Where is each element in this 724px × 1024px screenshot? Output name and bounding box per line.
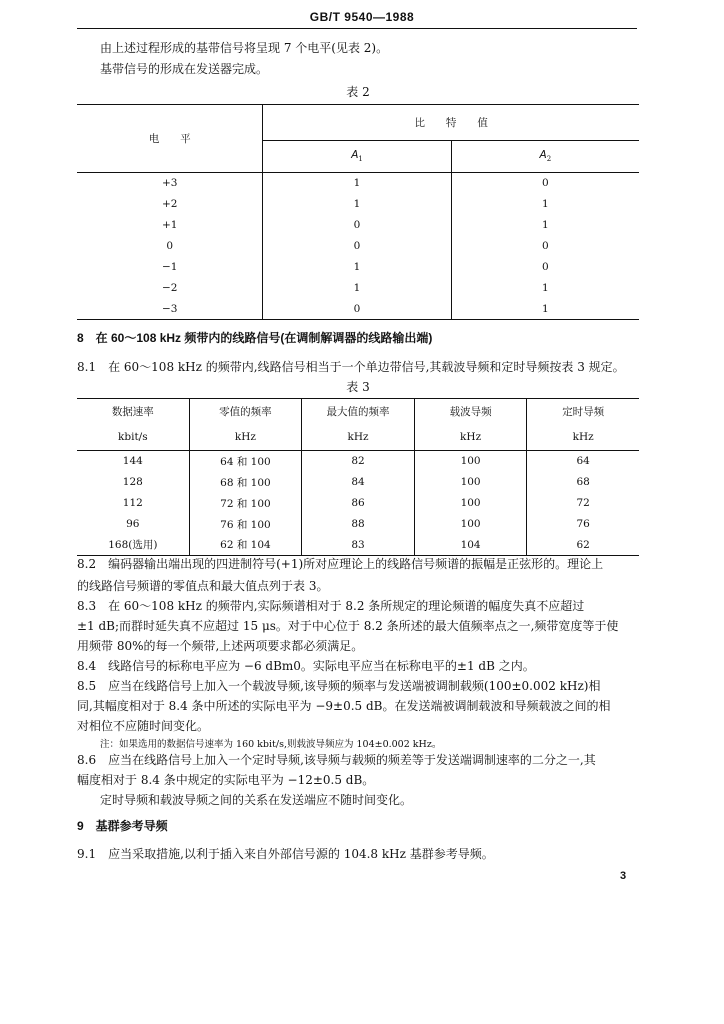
table-3 xyxy=(77,398,639,556)
table3-cell: 76 xyxy=(527,514,639,535)
para-8-2-line-1: 8.2 编码器输出端出现的四进制符号(+1)所对应理论上的线路信号频谱的振幅是正弦形的。理论上 xyxy=(77,557,604,571)
table2-caption: 表 2 xyxy=(346,85,370,99)
table3-row xyxy=(77,472,639,493)
table2-row xyxy=(77,215,639,236)
table3-caption: 表 3 xyxy=(346,380,370,394)
table3-cell: 72 xyxy=(527,493,639,514)
para-8-3-line-2: ±1 dB;而群时延失真不应超过 15 μs。对于中心位于 8.2 条所述的最大值频率点之一,频带宽度等于使 xyxy=(77,619,619,633)
para-8-2-line-2: 的线路信号频谱的零值点和最大值点列于表 3。 xyxy=(77,579,329,593)
table2-level-cell: +1 xyxy=(161,219,178,231)
table3-header-cell: 定时导频 xyxy=(527,399,639,425)
table2-a2-cell: 0 xyxy=(451,173,639,194)
table2-row xyxy=(77,299,639,320)
table3-cell: 68 xyxy=(527,472,639,493)
para-8-1: 8.1 在 60～108 kHz 的频带内,线路信号相当于一个单边带信号,其载波导频和定时导频按表 3 规定。 xyxy=(77,360,625,374)
table3-cell: 88 xyxy=(302,514,415,535)
table3-row xyxy=(77,514,639,535)
section-9-heading: 9 基群参考导频 xyxy=(77,819,168,833)
intro-line-2: 基带信号的形成在发送器完成。 xyxy=(100,62,269,76)
table3-cell: 64 xyxy=(527,451,639,472)
table2-a2-cell: 0 xyxy=(451,257,639,278)
table2-level-header: 电 平 xyxy=(77,105,263,173)
table3-header-cell: 载波导频 xyxy=(414,399,527,425)
table3-cell: 100 xyxy=(414,472,527,493)
para-8-6-line-2: 幅度相对于 8.4 条中规定的实际电平为 −12±0.5 dB。 xyxy=(77,773,375,787)
section-8-heading: 8 在 60～108 kHz 频带内的线路信号(在调制解调器的线路输出端) xyxy=(77,331,433,345)
table2-row xyxy=(77,257,639,278)
table2-a1-cell: 1 xyxy=(263,194,451,215)
table2-a2-cell: 1 xyxy=(451,278,639,299)
table2-row xyxy=(77,194,639,215)
table2-a2-cell: 1 xyxy=(451,215,639,236)
table3-cell: 64 和 100 xyxy=(189,451,302,472)
table3-cell: 100 xyxy=(414,514,527,535)
table2-a1-cell: 1 xyxy=(263,173,451,194)
table3-cell: 100 xyxy=(414,451,527,472)
table2-a1-cell: 0 xyxy=(263,236,451,257)
table3-unit-cell: kHz xyxy=(414,425,527,451)
table2-col-a1: $A_1$ xyxy=(263,141,451,173)
running-header: GB/T 9540—1988 xyxy=(309,10,415,24)
table2-bit-header: 比 特 值 xyxy=(263,105,639,141)
table3-row xyxy=(77,535,639,556)
table3-cell: 100 xyxy=(414,493,527,514)
table2-level-cell: 0 xyxy=(166,240,174,252)
note-8-5: 注：如果选用的数据信号速率为 160 kbit/s,则载波导频应为 104±0.002 kHz。 xyxy=(100,739,442,750)
table2-a2-cell: 1 xyxy=(451,194,639,215)
page-number: 3 xyxy=(620,870,627,882)
table2-level-cell: −3 xyxy=(161,302,178,315)
table3-unit-cell: kHz xyxy=(189,425,302,451)
table3-cell: 128 xyxy=(122,476,143,488)
table2-a1-cell: 0 xyxy=(263,215,451,236)
table3-cell: 84 xyxy=(302,472,415,493)
table3-row xyxy=(77,493,639,514)
table2-row xyxy=(77,236,639,257)
table-2 xyxy=(77,104,639,320)
para-8-5-line-1: 8.5 应当在线路信号上加入一个载波导频,该导频的频率与发送端被调制载频(100±0.002 kHz)相 xyxy=(77,679,601,693)
para-8-4: 8.4 线路信号的标称电平应为 −6 dBm0。实际电平应当在标称电平的±1 dB 之内。 xyxy=(77,659,535,673)
table2-a2-cell: 1 xyxy=(451,299,639,320)
table3-header-cell: 数据速率 xyxy=(111,406,154,419)
table3-cell: 82 xyxy=(302,451,415,472)
table3-cell: 86 xyxy=(302,493,415,514)
para-8-6-line-3: 定时导频和载波导频之间的关系在发送端应不随时间变化。 xyxy=(100,793,413,807)
table3-cell: 83 xyxy=(302,535,415,556)
intro-line-1: 由上述过程形成的基带信号将呈现 7 个电平(见表 2)。 xyxy=(100,41,389,55)
table3-cell: 112 xyxy=(122,497,143,509)
table3-header-row xyxy=(77,399,639,425)
para-8-5-line-3: 对相位不应随时间变化。 xyxy=(77,719,210,733)
header-rule xyxy=(77,28,637,29)
table2-level-cell: +3 xyxy=(161,177,178,190)
table3-cell: 144 xyxy=(122,455,143,468)
table3-unit-cell: kbit/s xyxy=(77,425,189,451)
table3-cell: 62 和 104 xyxy=(189,535,302,556)
table3-unit-cell: kHz xyxy=(302,425,415,451)
table2-level-cell: −2 xyxy=(161,282,178,294)
table3-header-cell: 零值的频率 xyxy=(189,399,302,425)
table3-body xyxy=(77,451,639,556)
para-8-3-line-1: 8.3 在 60～108 kHz 的频带内,实际频谱相对于 8.2 条所规定的理论频谱的幅度失真不应超过 xyxy=(77,599,585,613)
table3-cell: 62 xyxy=(527,535,639,556)
table3-units-row xyxy=(77,425,639,451)
table3-cell: 68 和 100 xyxy=(189,472,302,493)
table2-a2-cell: 0 xyxy=(451,236,639,257)
para-9-1: 9.1 应当采取措施,以利于插入来自外部信号源的 104.8 kHz 基群参考导频。 xyxy=(77,847,494,861)
table3-unit-cell: kHz xyxy=(527,425,639,451)
table3-header-cell: 最大值的频率 xyxy=(302,399,415,425)
table2-col-a2: $A_2$ xyxy=(451,141,639,173)
para-8-6-line-1: 8.6 应当在线路信号上加入一个定时导频,该导频与载频的频差等于发送端调制速率的二分之一,其 xyxy=(77,753,596,767)
table3-cell: 72 和 100 xyxy=(189,493,302,514)
table2-body xyxy=(77,173,639,320)
table3-cell: 104 xyxy=(414,535,527,556)
table3-cell: 96 xyxy=(126,518,140,530)
para-8-3-line-3: 用频带 80%的每一个频带,上述两项要求都必须满足。 xyxy=(77,639,364,653)
table2-a1-cell: 1 xyxy=(263,278,451,299)
table2-row xyxy=(77,173,639,194)
table2-level-cell: +2 xyxy=(161,198,178,210)
table2-row xyxy=(77,278,639,299)
table2-a1-cell: 0 xyxy=(263,299,451,320)
table3-row xyxy=(77,451,639,472)
table3-cell: 168(选用) xyxy=(108,539,158,552)
table3-cell: 76 和 100 xyxy=(189,514,302,535)
table2-level-cell: −1 xyxy=(161,261,178,273)
para-8-5-line-2: 同,其幅度相对于 8.4 条中所述的实际电平为 −9±0.5 dB。在发送端被调制载波和导频载波之间的相 xyxy=(77,699,611,713)
table2-a1-cell: 1 xyxy=(263,257,451,278)
